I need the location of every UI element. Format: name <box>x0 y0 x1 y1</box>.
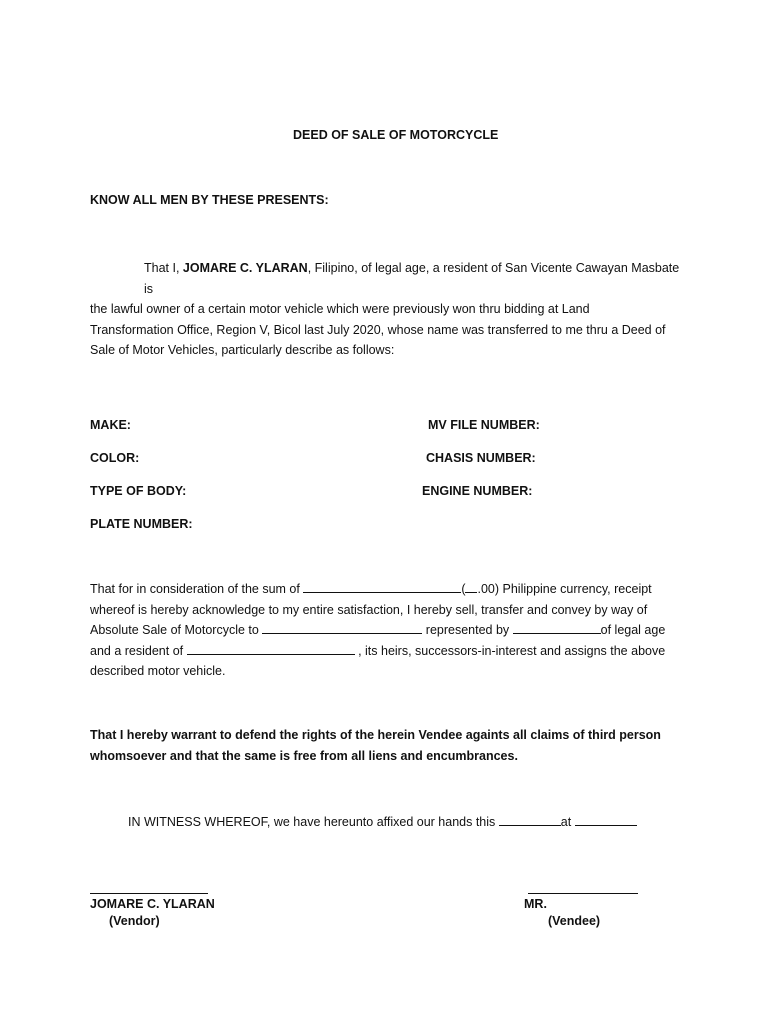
intro-line1: , Filipino, of legal age, a resident of San Vicente Cawayan Masbate is <box>144 261 680 296</box>
intro-line3: Transformation Office, Region V, Bicol last July 2020, whose name was transferred to me thru a Deed of <box>90 322 666 337</box>
place-blank <box>575 814 637 826</box>
witness-at: at <box>560 815 575 829</box>
vendee-signature-name: MR. <box>524 897 547 911</box>
field-chasis-number: CHASIS NUMBER: <box>426 451 536 465</box>
intro-paragraph <box>90 258 680 361</box>
field-plate-number: PLATE NUMBER: <box>90 517 193 531</box>
consideration-line3b: represented by <box>422 623 513 637</box>
witness-clause <box>128 814 637 829</box>
sum-words-blank <box>303 581 461 593</box>
vendor-signature-name: JOMARE C. YLARAN <box>90 897 215 911</box>
consideration-line2: whereof is hereby acknowledge to my entire satisfaction, I hereby sell, transfer and convey by way of <box>90 602 648 617</box>
consideration-paragraph <box>90 579 690 682</box>
warranty-line2: whomsoever and that the same is free from all liens and encumbrances. <box>90 748 518 763</box>
consideration-line1a: That for in consideration of the sum of <box>90 582 304 596</box>
vendee-signature-line <box>528 893 638 894</box>
sum-figure-blank <box>465 581 477 593</box>
intro-line4: Sale of Motor Vehicles, particularly describe as follows: <box>90 343 395 357</box>
salutation: KNOW ALL MEN BY THESE PRESENTS: <box>90 193 329 207</box>
residence-blank <box>187 643 355 655</box>
warranty-line1: That I hereby warrant to defend the rights of the herein Vendee againts all claims of third person <box>90 728 661 742</box>
consideration-line4b: , its heirs, successors-in-interest and assigns the above <box>354 643 666 658</box>
field-color: COLOR: <box>90 451 140 465</box>
field-type-of-body: TYPE OF BODY: <box>90 484 187 498</box>
consideration-paren: ( <box>461 582 466 596</box>
vendor-role: (Vendor) <box>109 914 160 928</box>
representative-blank <box>513 622 601 634</box>
witness-text: IN WITNESS WHEREOF, we have hereunto affixed our hands this <box>128 815 499 829</box>
vendee-role: (Vendee) <box>548 914 601 928</box>
consideration-line3c: of legal age <box>600 623 666 637</box>
intro-prefix: That I, <box>144 261 180 275</box>
intro-line2: the lawful owner of a certain motor vehicle which were previously won thru bidding at Land <box>90 302 590 316</box>
date-blank <box>499 814 561 826</box>
field-make: MAKE: <box>90 418 131 432</box>
consideration-line3a: Absolute Sale of Motorcycle to <box>90 623 263 637</box>
document-title: DEED OF SALE OF MOTORCYCLE <box>293 128 499 142</box>
vendor-name-inline: JOMARE C. YLARAN <box>182 261 308 275</box>
vendee-name-blank <box>262 622 422 634</box>
consideration-line1c: .00) Philippine currency, receipt <box>477 582 652 596</box>
field-mv-file-number: MV FILE NUMBER: <box>428 418 540 432</box>
consideration-line5: described motor vehicle. <box>90 664 226 678</box>
consideration-line4a: and a resident of <box>90 643 187 658</box>
vendor-signature-line <box>90 893 208 894</box>
field-engine-number: ENGINE NUMBER: <box>422 484 533 498</box>
warranty-paragraph <box>90 725 690 766</box>
